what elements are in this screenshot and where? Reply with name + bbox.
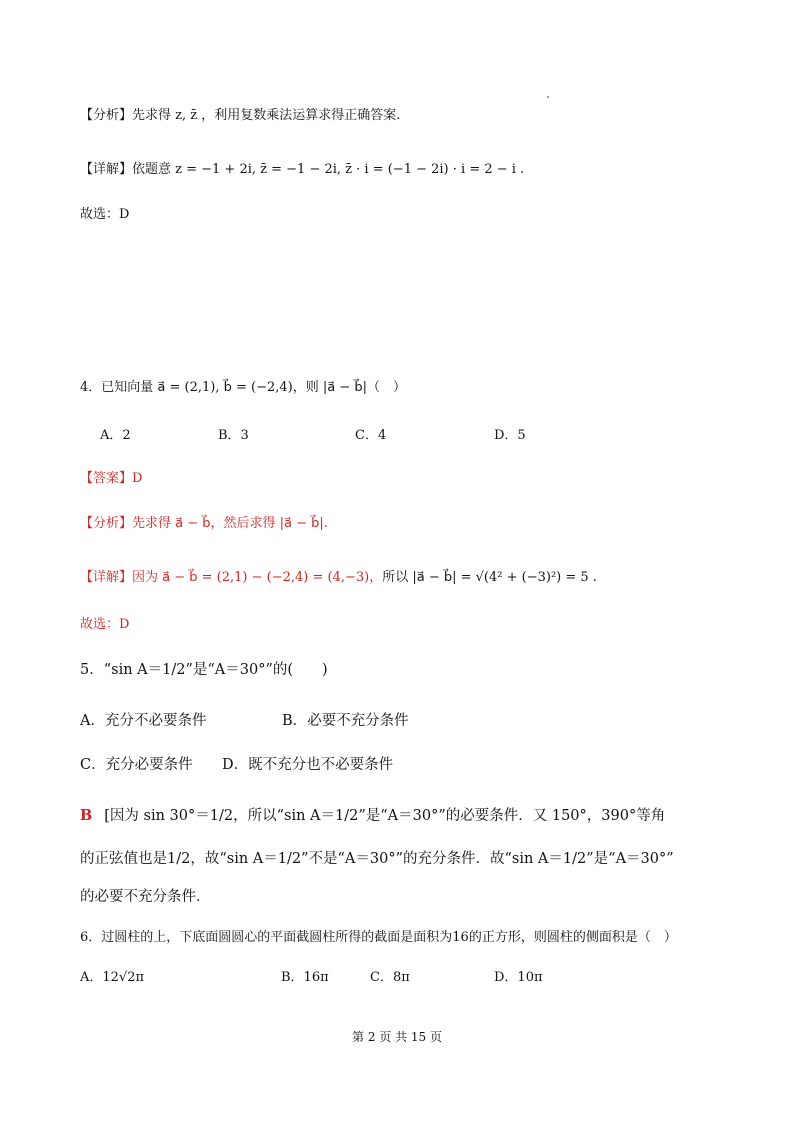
q4-option-d: D．5	[494, 428, 526, 443]
q4-choice: 故选：D	[80, 617, 130, 632]
q5-solution-line1	[80, 805, 665, 827]
q5-solution-line2: 的正弦值也是1/2，故“sin A＝1/2”不是“A＝30°”的充分条件．故“sin A＝1/2”是“A＝30°”	[80, 851, 674, 867]
q5-option-b: B．必要不充分条件	[282, 713, 409, 729]
q5-answer-letter: B	[80, 807, 93, 824]
q4-stem: 4．已知向量 a⃗ = (2,1), b⃗ = (−2,4)，则 |a⃗ − b⃗|（ ）	[80, 380, 406, 395]
q4-detail-prefix: 【详解】因为 a⃗ − b⃗ = (2,1) − (−2,4) = (4,−3)，	[80, 570, 383, 585]
q4-analysis: 【分析】先求得 a⃗ − b⃗，然后求得 |a⃗ − b⃗|.	[80, 516, 328, 531]
q4-option-c: C．4	[355, 428, 387, 443]
q3-analysis: 【分析】先求得 z, z̄ ，利用复数乘法运算求得正确答案.	[80, 108, 401, 123]
q4-option-a: A．2	[100, 428, 131, 443]
q4-answer: 【答案】D	[80, 471, 143, 486]
stray-dot	[547, 96, 549, 98]
q4-option-b: B．3	[218, 428, 249, 443]
q6-stem: 6．过圆柱的上，下底面圆圆心的平面截圆柱所得的截面是面积为16的正方形，则圆柱的侧面积是（ ）	[80, 930, 677, 945]
q5-option-c: C．充分必要条件	[80, 757, 193, 773]
q5-stem: 5．“sin A＝1/2”是“A＝30°”的( )	[80, 662, 328, 678]
q4-detail	[80, 568, 597, 588]
q6-option-d: D．10π	[494, 970, 543, 985]
q6-option-a: A．12√2π	[80, 970, 145, 985]
q4-detail-suffix: 所以 |a⃗ − b⃗| = √(4² + (−3)²) = 5 .	[382, 570, 597, 585]
q3-detail: 【详解】依题意 z = −1 + 2i, z̄ = −1 − 2i, z̄ · i = (−1 − 2i) · i = 2 − i .	[80, 162, 525, 177]
q5-option-a: A．充分不必要条件	[80, 713, 207, 729]
q6-option-c: C．8π	[370, 970, 410, 985]
q5-solution-text1: [因为 sin 30°＝1/2，所以“sin A＝1/2”是“A＝30°”的必要条件．又 150°，390°等角	[104, 808, 666, 824]
q5-option-d: D．既不充分也不必要条件	[222, 757, 394, 773]
page-footer: 第 2 页 共 15 页	[352, 1030, 442, 1044]
q5-solution-line3: 的必要不充分条件．	[80, 889, 211, 905]
q3-choice: 故选：D	[80, 207, 130, 222]
q6-option-b: B．16π	[281, 970, 329, 985]
